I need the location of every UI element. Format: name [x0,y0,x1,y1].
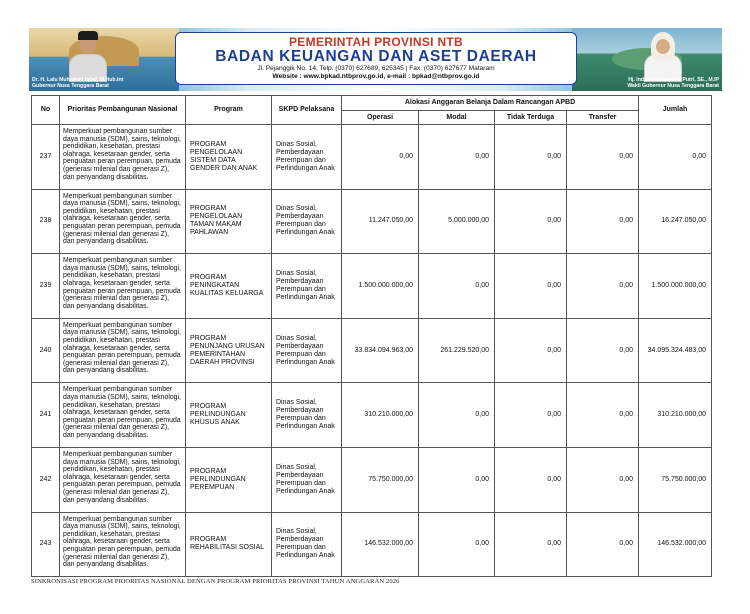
agency-contact: Website : www.bpkad.ntbprov.go.id, e-mail : bpkad@ntbprov.go.id [272,73,480,80]
cell-prioritas: Memperkuat pembangunan sumber daya manusia (SDM), sains, teknologi, pendidikan, kesehatan, prestasi olahraga, kesetaraan gender, serta penguatan peran perempuan, pemuda (generasi milenial dan generasi Z), dan penyandang disabilitas. [60,383,186,448]
header-tidak-terduga: Tidak Terduga [495,111,567,125]
letterhead-title-box [175,32,577,85]
vice-governor-caption [627,77,719,89]
table-row [32,447,712,512]
cell-tidak-terduga: 0,00 [495,318,567,383]
cell-transfer: 0,00 [567,125,639,190]
table-row [32,189,712,254]
table-row [32,125,712,190]
cell-operasi: 11.247.050,00 [342,189,419,254]
cell-skpd: Dinas Sosial, Pemberdayaan Perempuan dan Perlindungan Anak [272,318,342,383]
government-name: PEMERINTAH PROVINSI NTB [288,35,464,49]
header-alokasi: Alokasi Anggaran Belanja Dalam Rancangan APBD [342,96,639,111]
cell-skpd: Dinas Sosial, Pemberdayaan Perempuan dan Perlindungan Anak [272,254,342,319]
cell-operasi: 33.834.094.963,00 [342,318,419,383]
cell-modal: 5.000.000,00 [419,189,495,254]
header-transfer: Transfer [567,111,639,125]
cell-program: PROGRAM PENGELOLAAN SISTEM DATA GENDER DAN ANAK [186,125,272,190]
cell-program: PROGRAM PENUNJANG URUSAN PEMERINTAHAN DAERAH PROVINSI [186,318,272,383]
cell-prioritas: Memperkuat pembangunan sumber daya manusia (SDM), sains, teknologi, pendidikan, kesehatan, prestasi olahraga, kesetaraan gender, serta penguatan peran perempuan, pemuda (generasi milenial dan generasi Z), dan penyandang disabilitas. [60,318,186,383]
cell-transfer: 0,00 [567,383,639,448]
cell-program: PROGRAM PENINGKATAN KUALITAS KELUARGA [186,254,272,319]
cell-jumlah: 0,00 [639,125,712,190]
agency-address: Jl. Pejanggik No. 14, Telp. (0370) 627689, 625345 | Fax. (0370) 627677 Mataram [257,65,495,72]
cell-operasi: 0,00 [342,125,419,190]
table-row [32,383,712,448]
cell-prioritas: Memperkuat pembangunan sumber daya manusia (SDM), sains, teknologi, pendidikan, kesehatan, prestasi olahraga, kesetaraan gender, serta penguatan peran perempuan, pemuda (generasi milenial dan generasi Z), dan penyandang disabilitas. [60,189,186,254]
cell-transfer: 0,00 [567,254,639,319]
cell-no: 239 [32,254,60,319]
cell-skpd: Dinas Sosial, Pemberdayaan Perempuan dan Perlindungan Anak [272,125,342,190]
header-jumlah: Jumlah [639,96,712,125]
cell-operasi: 1.500.000.000,00 [342,254,419,319]
table-row [32,512,712,577]
cell-transfer: 0,00 [567,447,639,512]
cell-no: 242 [32,447,60,512]
cell-no: 241 [32,383,60,448]
header-program: Program [186,96,272,125]
cell-tidak-terduga: 0,00 [495,512,567,577]
cell-no: 240 [32,318,60,383]
governor-name: Dr. H. Lalu Muhamad Iqbal, M.Hub.Int [32,77,124,83]
budget-table [31,95,712,577]
cell-tidak-terduga: 0,00 [495,447,567,512]
cell-tidak-terduga: 0,00 [495,254,567,319]
header-no: No [32,96,60,125]
cell-modal: 0,00 [419,512,495,577]
cell-tidak-terduga: 0,00 [495,383,567,448]
table-row [32,318,712,383]
header-operasi: Operasi [342,111,419,125]
governor-caption [32,77,123,89]
cell-operasi: 146.532.000,00 [342,512,419,577]
cell-no: 243 [32,512,60,577]
cell-modal: 0,00 [419,125,495,190]
header-prioritas: Prioritas Pembangunan Nasional [60,96,186,125]
cell-operasi: 310.210.000,00 [342,383,419,448]
cell-skpd: Dinas Sosial, Pemberdayaan Perempuan dan Perlindungan Anak [272,512,342,577]
cell-modal: 0,00 [419,254,495,319]
cell-program: PROGRAM PERLINDUNGAN PEREMPUAN [186,447,272,512]
cell-jumlah: 310.210.000,00 [639,383,712,448]
governor-title: Gubernur Nusa Tenggara Barat [32,83,109,89]
document-footer: SINKRONISASI PROGRAM PRIORITAS NASIONAL DENGAN PROGRAM PRIORITAS PROVINSI TAHUN ANGGARAN 2026 [31,578,400,585]
header-modal: Modal [419,111,495,125]
cell-transfer: 0,00 [567,512,639,577]
cell-prioritas: Memperkuat pembangunan sumber daya manusia (SDM), sains, teknologi, pendidikan, kesehatan, prestasi olahraga, kesetaraan gender, serta penguatan peran perempuan, pemuda (generasi milenial dan generasi Z), dan penyandang disabilitas. [60,512,186,577]
table-row [32,254,712,319]
cell-skpd: Dinas Sosial, Pemberdayaan Perempuan dan Perlindungan Anak [272,447,342,512]
header-banner [29,28,722,91]
cell-program: PROGRAM REHABILITASI SOSIAL [186,512,272,577]
cell-operasi: 75.750.000,00 [342,447,419,512]
vice-governor-portrait [640,30,686,80]
budget-table-container [31,95,711,577]
vice-governor-name: Hj. Indah Dhamayanti Putri, SE., M.IP [628,77,719,83]
cell-jumlah: 16.247.050,00 [639,189,712,254]
cell-prioritas: Memperkuat pembangunan sumber daya manusia (SDM), sains, teknologi, pendidikan, kesehatan, prestasi olahraga, kesetaraan gender, serta penguatan peran perempuan, pemuda (generasi milenial dan generasi Z), dan penyandang disabilitas. [60,125,186,190]
cell-no: 238 [32,189,60,254]
governor-portrait [65,30,111,80]
cell-prioritas: Memperkuat pembangunan sumber daya manusia (SDM), sains, teknologi, pendidikan, kesehatan, prestasi olahraga, kesetaraan gender, serta penguatan peran perempuan, pemuda (generasi milenial dan generasi Z), dan penyandang disabilitas. [60,254,186,319]
agency-name: BADAN KEUANGAN DAN ASET DAERAH [215,48,537,65]
cell-modal: 261.229.520,00 [419,318,495,383]
cell-transfer: 0,00 [567,318,639,383]
cell-skpd: Dinas Sosial, Pemberdayaan Perempuan dan Perlindungan Anak [272,189,342,254]
cell-skpd: Dinas Sosial, Pemberdayaan Perempuan dan Perlindungan Anak [272,383,342,448]
cell-no: 237 [32,125,60,190]
cell-transfer: 0,00 [567,189,639,254]
cell-jumlah: 146.532.000,00 [639,512,712,577]
cell-prioritas: Memperkuat pembangunan sumber daya manusia (SDM), sains, teknologi, pendidikan, kesehatan, prestasi olahraga, kesetaraan gender, serta penguatan peran perempuan, pemuda (generasi milenial dan generasi Z), dan penyandang disabilitas. [60,447,186,512]
cell-tidak-terduga: 0,00 [495,125,567,190]
vice-governor-title: Wakil Gubernur Nusa Tenggara Barat [627,83,719,89]
cell-jumlah: 75.750.000,00 [639,447,712,512]
cell-program: PROGRAM PENGELOLAAN TAMAN MAKAM PAHLAWAN [186,189,272,254]
cell-jumlah: 34.095.324.483,00 [639,318,712,383]
cell-jumlah: 1.500.000.000,00 [639,254,712,319]
cell-modal: 0,00 [419,383,495,448]
cell-program: PROGRAM PERLINDUNGAN KHUSUS ANAK [186,383,272,448]
cell-modal: 0,00 [419,447,495,512]
cell-tidak-terduga: 0,00 [495,189,567,254]
header-skpd: SKPD Pelaksana [272,96,342,125]
